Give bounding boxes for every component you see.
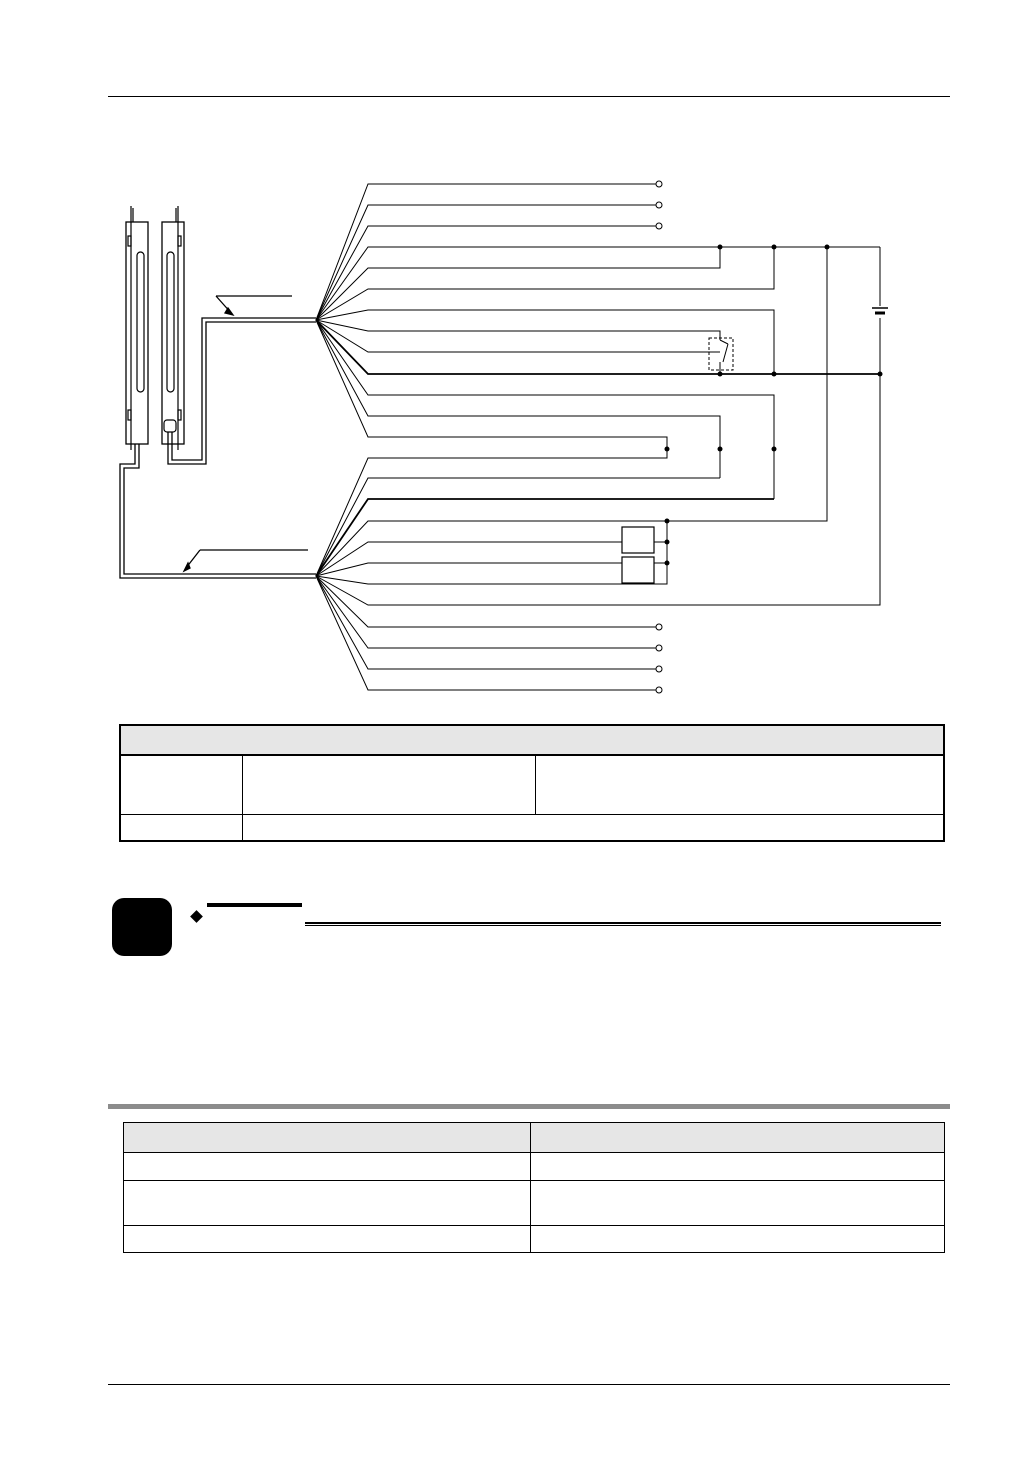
wiring-spec-table [119,724,945,842]
table2-cell [531,1153,945,1181]
table2-cell [531,1181,945,1226]
bullet-diamond-icon [190,910,203,923]
relay-contact-symbol [709,338,733,374]
upper-wire-fan [316,184,880,499]
table1-cell [243,815,945,842]
footer-rule [108,1384,950,1385]
table2-header-cell [531,1123,945,1153]
note-icon [112,898,172,956]
emitter-cable [120,444,316,578]
table1-cell [243,755,536,815]
table2-cell [124,1153,531,1181]
power-supply-symbol [872,308,888,313]
table2-header-cell [124,1123,531,1153]
spec-table [123,1122,945,1253]
section-divider [108,1104,950,1109]
load-connections [654,542,667,563]
note-heading-bar [207,903,302,907]
table1-header [120,725,944,755]
wiring-diagram [0,0,1031,720]
load-box-2 [622,557,654,583]
table2-cell [531,1226,945,1253]
table2-cell [124,1181,531,1226]
lower-wire-fan [316,247,880,690]
table1-cell [536,755,945,815]
table2-cell [124,1226,531,1253]
note-heading-rule [305,922,941,926]
receiver-bar [162,206,184,450]
receiver-cable [168,296,316,464]
load-box-1 [622,527,654,553]
table1-cell [120,755,243,815]
table1-cell [120,815,243,842]
emitter-bar [126,206,148,450]
